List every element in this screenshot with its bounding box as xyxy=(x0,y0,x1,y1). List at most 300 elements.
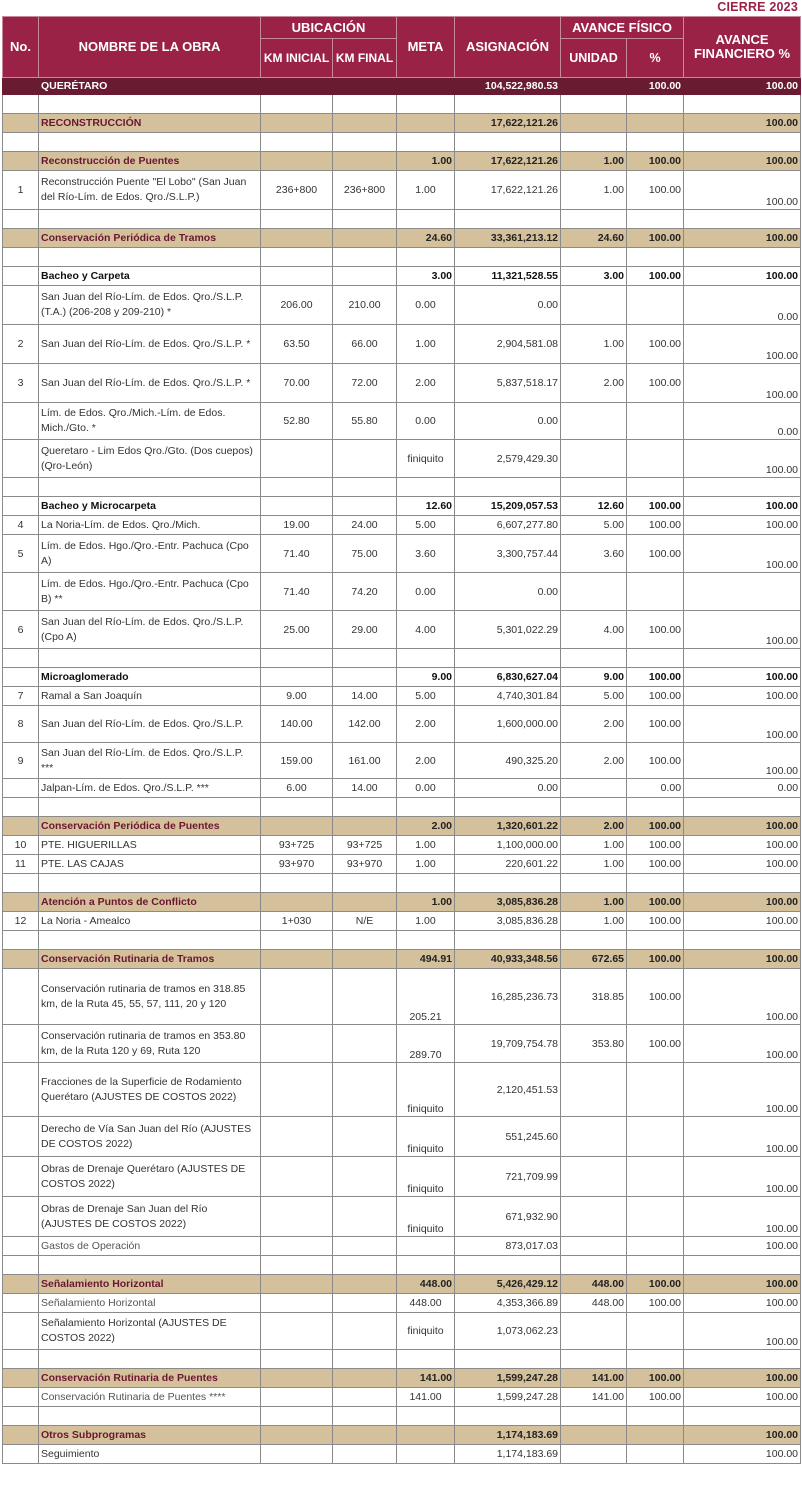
cell-unidad: 3.00 xyxy=(561,267,627,286)
cell-asignacion xyxy=(455,133,561,152)
table-row xyxy=(3,171,801,210)
cell-km-inicial xyxy=(261,133,333,152)
cell-unidad xyxy=(561,1350,627,1369)
cell-km-final xyxy=(333,969,397,1025)
cell-km-inicial: 9.00 xyxy=(261,687,333,706)
cell-avance-financiero xyxy=(684,95,801,114)
cell-unidad xyxy=(561,1445,627,1464)
cell-avance-financiero: 100.00 xyxy=(684,743,801,779)
cell-avance-financiero: 100.00 xyxy=(684,687,801,706)
cell-unidad: 141.00 xyxy=(561,1388,627,1407)
cell-no xyxy=(3,1369,39,1388)
cell-pct: 100.00 xyxy=(627,1275,684,1294)
cell-pct xyxy=(627,1445,684,1464)
cell-asignacion: 15,209,057.53 xyxy=(455,497,561,516)
cell-asignacion: 17,622,121.26 xyxy=(455,152,561,171)
cell-name: Otros Subprogramas xyxy=(39,1426,261,1445)
cell-name: Lím. de Edos. Hgo./Qro.-Entr. Pachuca (Cpo B) ** xyxy=(39,573,261,611)
cell-unidad xyxy=(561,1313,627,1350)
cell-name xyxy=(39,248,261,267)
cell-meta xyxy=(397,931,455,950)
cell-avance-financiero: 100.00 xyxy=(684,969,801,1025)
cell-no xyxy=(3,95,39,114)
cell-km-inicial xyxy=(261,248,333,267)
cell-unidad: 1.00 xyxy=(561,152,627,171)
cell-name: Señalamiento Horizontal xyxy=(39,1275,261,1294)
cell-km-inicial xyxy=(261,1025,333,1063)
cell-asignacion: 1,320,601.22 xyxy=(455,817,561,836)
cell-unidad xyxy=(561,1256,627,1275)
cell-km-inicial xyxy=(261,1237,333,1256)
cell-no xyxy=(3,779,39,798)
cell-km-inicial: 93+970 xyxy=(261,855,333,874)
cell-no xyxy=(3,440,39,478)
program-total-row xyxy=(3,1275,801,1294)
cell-name: San Juan del Río-Lím. de Edos. Qro./S.L.P. * xyxy=(39,364,261,403)
cell-km-inicial: 71.40 xyxy=(261,573,333,611)
cell-pct xyxy=(627,95,684,114)
cell-km-final xyxy=(333,1388,397,1407)
cell-km-inicial: 63.50 xyxy=(261,325,333,364)
cell-name xyxy=(39,649,261,668)
cell-no: 10 xyxy=(3,836,39,855)
cell-no: 7 xyxy=(3,687,39,706)
cell-km-final xyxy=(333,1197,397,1237)
cell-pct: 100.00 xyxy=(627,743,684,779)
cell-pct: 100.00 xyxy=(627,171,684,210)
table-row xyxy=(3,1025,801,1063)
cell-avance-financiero xyxy=(684,478,801,497)
cell-km-final xyxy=(333,95,397,114)
cell-km-final xyxy=(333,497,397,516)
cell-unidad: 2.00 xyxy=(561,743,627,779)
cell-km-inicial xyxy=(261,1407,333,1426)
cell-unidad: 1.00 xyxy=(561,325,627,364)
cell-meta: 141.00 xyxy=(397,1369,455,1388)
cell-asignacion xyxy=(455,1350,561,1369)
spacer-row xyxy=(3,1256,801,1275)
cell-unidad xyxy=(561,95,627,114)
cell-meta xyxy=(397,649,455,668)
cell-unidad: 2.00 xyxy=(561,364,627,403)
cell-avance-financiero: 100.00 xyxy=(684,1369,801,1388)
cell-km-inicial xyxy=(261,1157,333,1197)
cell-name: San Juan del Río-Lím. de Edos. Qro./S.L.P. xyxy=(39,706,261,743)
cell-no xyxy=(3,950,39,969)
cell-km-final: 161.00 xyxy=(333,743,397,779)
cell-asignacion: 0.00 xyxy=(455,403,561,440)
cell-km-inicial: 140.00 xyxy=(261,706,333,743)
cell-asignacion: 6,830,627.04 xyxy=(455,668,561,687)
cell-pct: 100.00 xyxy=(627,516,684,535)
cell-no: 3 xyxy=(3,364,39,403)
cell-avance-financiero: 100.00 xyxy=(684,1426,801,1445)
cell-no xyxy=(3,286,39,325)
cell-km-final xyxy=(333,478,397,497)
spacer-row xyxy=(3,1350,801,1369)
header-avance-financiero: AVANCE FINANCIERO % xyxy=(684,17,801,78)
cell-km-final: 66.00 xyxy=(333,325,397,364)
cell-km-inicial xyxy=(261,478,333,497)
header-meta: META xyxy=(397,17,455,78)
cell-pct: 100.00 xyxy=(627,229,684,248)
cell-km-inicial xyxy=(261,229,333,248)
cell-no xyxy=(3,497,39,516)
cell-meta: 141.00 xyxy=(397,1388,455,1407)
cell-unidad xyxy=(561,931,627,950)
cell-km-inicial xyxy=(261,497,333,516)
cell-meta: finiquito xyxy=(397,1063,455,1117)
cell-pct xyxy=(627,874,684,893)
cell-no xyxy=(3,210,39,229)
cell-unidad: 4.00 xyxy=(561,611,627,649)
cell-name: Lím. de Edos. Hgo./Qro.-Entr. Pachuca (Cpo A) xyxy=(39,535,261,573)
cell-km-inicial xyxy=(261,931,333,950)
cell-avance-financiero: 100.00 xyxy=(684,171,801,210)
table-row xyxy=(3,535,801,573)
cell-unidad xyxy=(561,440,627,478)
cell-unidad: 5.00 xyxy=(561,687,627,706)
works-table xyxy=(2,16,801,1464)
cell-no xyxy=(3,1426,39,1445)
cell-meta xyxy=(397,210,455,229)
cell-avance-financiero: 100.00 xyxy=(684,912,801,931)
cell-meta xyxy=(397,1426,455,1445)
cell-meta xyxy=(397,78,455,95)
cell-unidad xyxy=(561,1407,627,1426)
cell-meta xyxy=(397,133,455,152)
cell-pct xyxy=(627,931,684,950)
cell-avance-financiero xyxy=(684,133,801,152)
cell-pct xyxy=(627,114,684,133)
cell-unidad: 1.00 xyxy=(561,836,627,855)
header-no: No. xyxy=(3,17,39,78)
cell-pct: 100.00 xyxy=(627,364,684,403)
cell-avance-financiero: 0.00 xyxy=(684,779,801,798)
cell-asignacion: 5,301,022.29 xyxy=(455,611,561,649)
table-row xyxy=(3,687,801,706)
cell-km-inicial xyxy=(261,1369,333,1388)
cell-km-inicial xyxy=(261,78,333,95)
cell-no xyxy=(3,668,39,687)
cell-km-final xyxy=(333,1350,397,1369)
header-avance-fisico: AVANCE FÍSICO xyxy=(561,17,684,39)
cell-no xyxy=(3,1407,39,1426)
cell-avance-financiero: 100.00 xyxy=(684,229,801,248)
cell-km-inicial xyxy=(261,440,333,478)
cell-km-final: 14.00 xyxy=(333,687,397,706)
cell-asignacion: 1,600,000.00 xyxy=(455,706,561,743)
cell-name xyxy=(39,1256,261,1275)
table-row xyxy=(3,440,801,478)
program-total-row xyxy=(3,950,801,969)
cell-pct xyxy=(627,403,684,440)
cell-name xyxy=(39,478,261,497)
cell-km-inicial xyxy=(261,152,333,171)
cell-unidad xyxy=(561,248,627,267)
cell-pct: 0.00 xyxy=(627,779,684,798)
cell-avance-financiero xyxy=(684,931,801,950)
cell-name: Reconstrucción Puente "El Lobo" (San Juan del Río-Lím. de Edos. Qro./S.L.P.) xyxy=(39,171,261,210)
cell-no: 8 xyxy=(3,706,39,743)
program-total-row xyxy=(3,1426,801,1445)
cell-pct xyxy=(627,133,684,152)
cell-asignacion: 873,017.03 xyxy=(455,1237,561,1256)
cell-km-inicial xyxy=(261,950,333,969)
spacer-row xyxy=(3,649,801,668)
cell-unidad: 2.00 xyxy=(561,706,627,743)
cell-meta: 2.00 xyxy=(397,364,455,403)
cell-name: San Juan del Río-Lím. de Edos. Qro./S.L.P. * xyxy=(39,325,261,364)
cell-avance-financiero: 100.00 xyxy=(684,611,801,649)
cell-unidad: 1.00 xyxy=(561,171,627,210)
cell-km-inicial: 93+725 xyxy=(261,836,333,855)
table-row xyxy=(3,1294,801,1313)
cell-no xyxy=(3,893,39,912)
cell-avance-financiero: 100.00 xyxy=(684,950,801,969)
cell-name: Atención a Puntos de Conflicto xyxy=(39,893,261,912)
cell-meta: 1.00 xyxy=(397,893,455,912)
header-asignacion: ASIGNACIÓN xyxy=(455,17,561,78)
header-km-final: KM FINAL xyxy=(333,39,397,78)
cell-no xyxy=(3,931,39,950)
cell-km-final: 72.00 xyxy=(333,364,397,403)
table-row xyxy=(3,573,801,611)
cell-meta: 1.00 xyxy=(397,912,455,931)
cell-no xyxy=(3,649,39,668)
cell-unidad: 353.80 xyxy=(561,1025,627,1063)
cell-km-inicial: 19.00 xyxy=(261,516,333,535)
cell-meta: 0.00 xyxy=(397,779,455,798)
cell-meta: 1.00 xyxy=(397,836,455,855)
cell-no xyxy=(3,1350,39,1369)
cell-km-final: 24.00 xyxy=(333,516,397,535)
cell-avance-financiero: 100.00 xyxy=(684,1025,801,1063)
cell-asignacion xyxy=(455,649,561,668)
cell-unidad: 448.00 xyxy=(561,1294,627,1313)
cell-km-final xyxy=(333,440,397,478)
cell-avance-financiero: 100.00 xyxy=(684,855,801,874)
cell-pct: 100.00 xyxy=(627,1294,684,1313)
cell-avance-financiero: 100.00 xyxy=(684,440,801,478)
cell-unidad: 672.65 xyxy=(561,950,627,969)
cell-avance-financiero: 100.00 xyxy=(684,516,801,535)
cell-name: Reconstrucción de Puentes xyxy=(39,152,261,171)
cell-avance-financiero xyxy=(684,649,801,668)
cell-asignacion: 33,361,213.12 xyxy=(455,229,561,248)
cell-meta: 448.00 xyxy=(397,1275,455,1294)
cell-avance-financiero xyxy=(684,573,801,611)
cell-no xyxy=(3,874,39,893)
cell-km-final xyxy=(333,1294,397,1313)
cell-name: Conservación Periódica de Puentes xyxy=(39,817,261,836)
cell-pct: 100.00 xyxy=(627,1388,684,1407)
cell-avance-financiero: 100.00 xyxy=(684,668,801,687)
cell-asignacion xyxy=(455,248,561,267)
cell-pct xyxy=(627,798,684,817)
cell-name xyxy=(39,95,261,114)
header-ubicacion: UBICACIÓN xyxy=(261,17,397,39)
cell-avance-financiero: 100.00 xyxy=(684,152,801,171)
cell-no xyxy=(3,798,39,817)
cell-unidad xyxy=(561,1063,627,1117)
cell-km-final xyxy=(333,817,397,836)
cell-avance-financiero: 100.00 xyxy=(684,1313,801,1350)
cell-pct: 100.00 xyxy=(627,1025,684,1063)
cell-km-final: 74.20 xyxy=(333,573,397,611)
cell-km-inicial xyxy=(261,1275,333,1294)
cell-pct: 100.00 xyxy=(627,687,684,706)
cell-asignacion: 1,174,183.69 xyxy=(455,1426,561,1445)
cell-pct: 100.00 xyxy=(627,706,684,743)
cell-km-final xyxy=(333,1237,397,1256)
cell-name: Señalamiento Horizontal (AJUSTES DE COSTOS 2022) xyxy=(39,1313,261,1350)
cell-name: San Juan del Río-Lím. de Edos. Qro./S.L.P. *** xyxy=(39,743,261,779)
cell-unidad xyxy=(561,286,627,325)
cell-asignacion: 2,120,451.53 xyxy=(455,1063,561,1117)
cell-no xyxy=(3,78,39,95)
cell-km-inicial xyxy=(261,1256,333,1275)
subprogram-row xyxy=(3,668,801,687)
cell-unidad: 448.00 xyxy=(561,1275,627,1294)
cell-pct xyxy=(627,1237,684,1256)
cell-meta: 3.60 xyxy=(397,535,455,573)
cell-meta: finiquito xyxy=(397,1197,455,1237)
cell-unidad xyxy=(561,1426,627,1445)
cell-unidad xyxy=(561,1157,627,1197)
cell-asignacion: 3,085,836.28 xyxy=(455,893,561,912)
cell-asignacion xyxy=(455,874,561,893)
cell-asignacion xyxy=(455,478,561,497)
cell-name xyxy=(39,874,261,893)
cell-km-final xyxy=(333,229,397,248)
table-row xyxy=(3,1313,801,1350)
cell-avance-financiero: 100.00 xyxy=(684,1294,801,1313)
cell-pct: 100.00 xyxy=(627,950,684,969)
cell-km-final xyxy=(333,1369,397,1388)
cell-unidad xyxy=(561,573,627,611)
spacer-row xyxy=(3,248,801,267)
cell-asignacion: 1,073,062.23 xyxy=(455,1313,561,1350)
cell-km-final xyxy=(333,798,397,817)
cell-meta xyxy=(397,95,455,114)
cell-asignacion: 551,245.60 xyxy=(455,1117,561,1157)
cell-km-inicial xyxy=(261,969,333,1025)
cell-km-final xyxy=(333,210,397,229)
cell-meta xyxy=(397,1445,455,1464)
cell-pct: 100.00 xyxy=(627,893,684,912)
cell-km-final xyxy=(333,133,397,152)
cell-asignacion: 5,426,429.12 xyxy=(455,1275,561,1294)
cell-unidad xyxy=(561,133,627,152)
cell-avance-financiero xyxy=(684,248,801,267)
cell-name: Fracciones de la Superficie de Rodamiento Querétaro (AJUSTES DE COSTOS 2022) xyxy=(39,1063,261,1117)
cell-no xyxy=(3,1445,39,1464)
cell-avance-financiero: 100.00 xyxy=(684,364,801,403)
cell-km-inicial xyxy=(261,114,333,133)
spacer-row xyxy=(3,798,801,817)
cell-km-final: 142.00 xyxy=(333,706,397,743)
cell-pct: 100.00 xyxy=(627,325,684,364)
cell-asignacion xyxy=(455,1407,561,1426)
cell-meta: 0.00 xyxy=(397,573,455,611)
cell-no xyxy=(3,1157,39,1197)
cell-asignacion: 1,100,000.00 xyxy=(455,836,561,855)
cell-avance-financiero: 100.00 xyxy=(684,267,801,286)
cell-unidad xyxy=(561,779,627,798)
cell-pct xyxy=(627,1256,684,1275)
cell-pct xyxy=(627,573,684,611)
cell-avance-financiero: 100.00 xyxy=(684,1063,801,1117)
cell-no xyxy=(3,1388,39,1407)
cell-no xyxy=(3,1313,39,1350)
cell-unidad: 141.00 xyxy=(561,1369,627,1388)
cell-km-final: 93+725 xyxy=(333,836,397,855)
cell-meta: 2.00 xyxy=(397,743,455,779)
cell-asignacion xyxy=(455,798,561,817)
cell-name xyxy=(39,1350,261,1369)
cell-asignacion xyxy=(455,1256,561,1275)
cell-unidad: 1.00 xyxy=(561,893,627,912)
cell-km-final xyxy=(333,1025,397,1063)
cell-pct: 100.00 xyxy=(627,912,684,931)
cell-name: La Noria - Amealco xyxy=(39,912,261,931)
cell-asignacion: 220,601.22 xyxy=(455,855,561,874)
cell-meta: 12.60 xyxy=(397,497,455,516)
cell-meta: 3.00 xyxy=(397,267,455,286)
cell-km-inicial xyxy=(261,874,333,893)
cell-pct: 100.00 xyxy=(627,267,684,286)
table-row xyxy=(3,286,801,325)
cell-unidad xyxy=(561,1237,627,1256)
table-row xyxy=(3,855,801,874)
cell-name: San Juan del Río-Lím. de Edos. Qro./S.L.P. (Cpo A) xyxy=(39,611,261,649)
cell-meta: 1.00 xyxy=(397,171,455,210)
cell-pct xyxy=(627,1117,684,1157)
cell-meta: 0.00 xyxy=(397,403,455,440)
cell-no xyxy=(3,1063,39,1117)
cell-meta: 4.00 xyxy=(397,611,455,649)
cell-km-inicial: 25.00 xyxy=(261,611,333,649)
cell-km-inicial xyxy=(261,1426,333,1445)
cell-km-final xyxy=(333,1275,397,1294)
cell-km-inicial xyxy=(261,1445,333,1464)
cell-asignacion: 0.00 xyxy=(455,573,561,611)
table-row xyxy=(3,743,801,779)
spacer-row xyxy=(3,874,801,893)
cell-asignacion: 19,709,754.78 xyxy=(455,1025,561,1063)
cell-no xyxy=(3,248,39,267)
cell-pct xyxy=(627,478,684,497)
cell-name: Obras de Drenaje Querétaro (AJUSTES DE COSTOS 2022) xyxy=(39,1157,261,1197)
cell-km-inicial xyxy=(261,649,333,668)
cell-km-inicial: 1+030 xyxy=(261,912,333,931)
cell-km-inicial xyxy=(261,267,333,286)
cell-km-inicial xyxy=(261,95,333,114)
cell-km-inicial xyxy=(261,668,333,687)
cell-unidad xyxy=(561,798,627,817)
cell-asignacion xyxy=(455,210,561,229)
cell-meta: 1.00 xyxy=(397,152,455,171)
cell-asignacion: 1,174,183.69 xyxy=(455,1445,561,1464)
cell-pct xyxy=(627,1350,684,1369)
cell-km-inicial xyxy=(261,893,333,912)
cell-name: Queretaro - Lim Edos Qro./Gto. (Dos cuepos) (Qro-León) xyxy=(39,440,261,478)
cell-avance-financiero: 100.00 xyxy=(684,535,801,573)
cell-km-inicial xyxy=(261,1388,333,1407)
cell-meta: finiquito xyxy=(397,440,455,478)
cell-km-final: 75.00 xyxy=(333,535,397,573)
